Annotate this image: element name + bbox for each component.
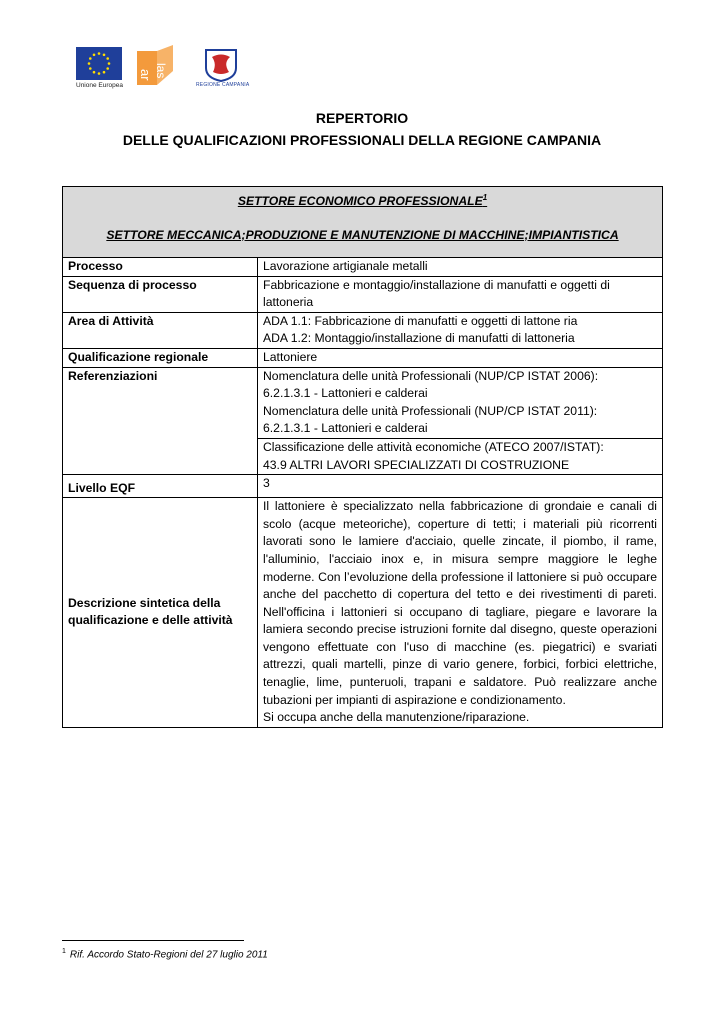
row-label-eqf: Livello EQF (63, 475, 258, 498)
eu-caption: Unione Europea (76, 82, 123, 89)
descrizione-label-line: Descrizione sintetica della (68, 595, 221, 610)
row-label-area: Area di Attività (63, 312, 258, 348)
footnote-separator (62, 940, 244, 941)
table-row (63, 258, 663, 277)
campania-crest-logo (203, 48, 239, 82)
row-value-nup (258, 367, 663, 438)
document-subtitle: DELLE QUALIFICAZIONI PROFESSIONALI DELLA REGIONE CAMPANIA (122, 132, 602, 148)
descrizione-paragraph: Il lattoniere è specializzato nella fabbricazione di grondaie e canali di scolo (acque meteoriche), coperture di tetti; i materiali più ricorrenti lavorati sono le lamiere d'acciaio, quelle zincate, il piombo, il rame, l'alluminio, l'acciaio inox e, in misura sempre maggiore le leghe moderne. Con l’evoluzione della professione il lattoniere si può occupare anche del pacchetto di copertura del tetto e dei rivestimenti di pareti. Nell'officina i lattonieri si occupano di tagliare, piegare e lavorare la lamiera secondo precise istruzioni fornite dal disegno, queste operazioni vengono effettuate con l'uso di macchine (es. piegatrici) e svariati attrezzi, quali martelli, pinze di vario genere, forbici, forbici elettriche, tenaglie, lime, punteruoli, trapani e saldatore. Può realizzare anche tubazioni per impianti di aspirazione e condizionamento. (263, 499, 657, 707)
row-value-area (258, 312, 663, 348)
table-row (63, 348, 663, 367)
sector-label: SETTORE ECONOMICO PROFESSIONALE (237, 194, 483, 209)
footnote-text: Rif. Accordo Stato-Regioni del 27 luglio 2011 (69, 949, 268, 961)
sequenza-line: Fabbricazione e montaggio/installazione di manufatti e oggetti di (263, 277, 610, 292)
row-value-ateco (258, 438, 663, 474)
row-value-qualificazione: Lattoniere (258, 348, 663, 367)
arlas-logo (137, 45, 173, 85)
sector-name: SETTORE MECCANICA;PRODUZIONE E MANUTENZIONE DI MACCHINE;IMPIANTISTICA (106, 227, 619, 242)
row-label-descrizione (63, 498, 258, 728)
row-label-sequenza: Sequenza di processo (63, 276, 258, 312)
sequenza-line: lattoneria (263, 295, 314, 310)
row-label-empty (63, 438, 258, 474)
table-row (63, 498, 663, 728)
row-value-descrizione (258, 498, 663, 728)
row-label-referenziazioni: Referenziazioni (63, 367, 258, 438)
footnote-ref: 1 (482, 193, 488, 202)
row-label-qualificazione: Qualificazione regionale (63, 348, 258, 367)
eu-flag-logo (76, 47, 122, 80)
row-value-eqf: 3 (258, 475, 663, 498)
nup-2011: Nomenclatura delle unità Professionali (NUP/CP ISTAT 2011): (263, 403, 598, 418)
table-row (63, 367, 663, 438)
footnote-number: 1 (62, 948, 66, 955)
qualification-table (62, 186, 663, 728)
table-row (63, 438, 663, 474)
nup-2006: Nomenclatura delle unità Professionali (NUP/CP ISTAT 2006): (263, 368, 599, 383)
row-value-processo: Lavorazione artigianale metalli (258, 258, 663, 277)
descrizione-label-line: qualificazione e delle attività (68, 613, 233, 628)
document-title: REPERTORIO (315, 110, 409, 126)
table-row (63, 312, 663, 348)
ada-item: ADA 1.1: Fabbricazione di manufatti e oggetti di lattone ria (263, 313, 578, 328)
sector-header (63, 187, 663, 258)
table-row (63, 276, 663, 312)
footnote (62, 948, 268, 960)
region-caption: REGIONE CAMPANIA (196, 82, 250, 88)
row-value-sequenza (258, 276, 663, 312)
ada-item: ADA 1.2: Montaggio/installazione di manufatti di lattoneria (263, 331, 575, 346)
descrizione-paragraph: Si occupa anche della manutenzione/riparazione. (263, 710, 530, 725)
row-label-processo: Processo (63, 258, 258, 277)
table-row (63, 475, 663, 498)
ateco-code: 43.9 ALTRI LAVORI SPECIALIZZATI DI COSTRUZIONE (263, 457, 570, 472)
ateco: Classificazione delle attività economiche (ATECO 2007/ISTAT): (263, 439, 604, 454)
nup-2011-code: 6.2.1.3.1 - Lattonieri e calderai (263, 421, 428, 436)
nup-2006-code: 6.2.1.3.1 - Lattonieri e calderai (263, 386, 428, 401)
sector-header-row (63, 187, 663, 258)
svg-text:las: las (154, 63, 168, 79)
svg-text:ar: ar (138, 69, 153, 81)
